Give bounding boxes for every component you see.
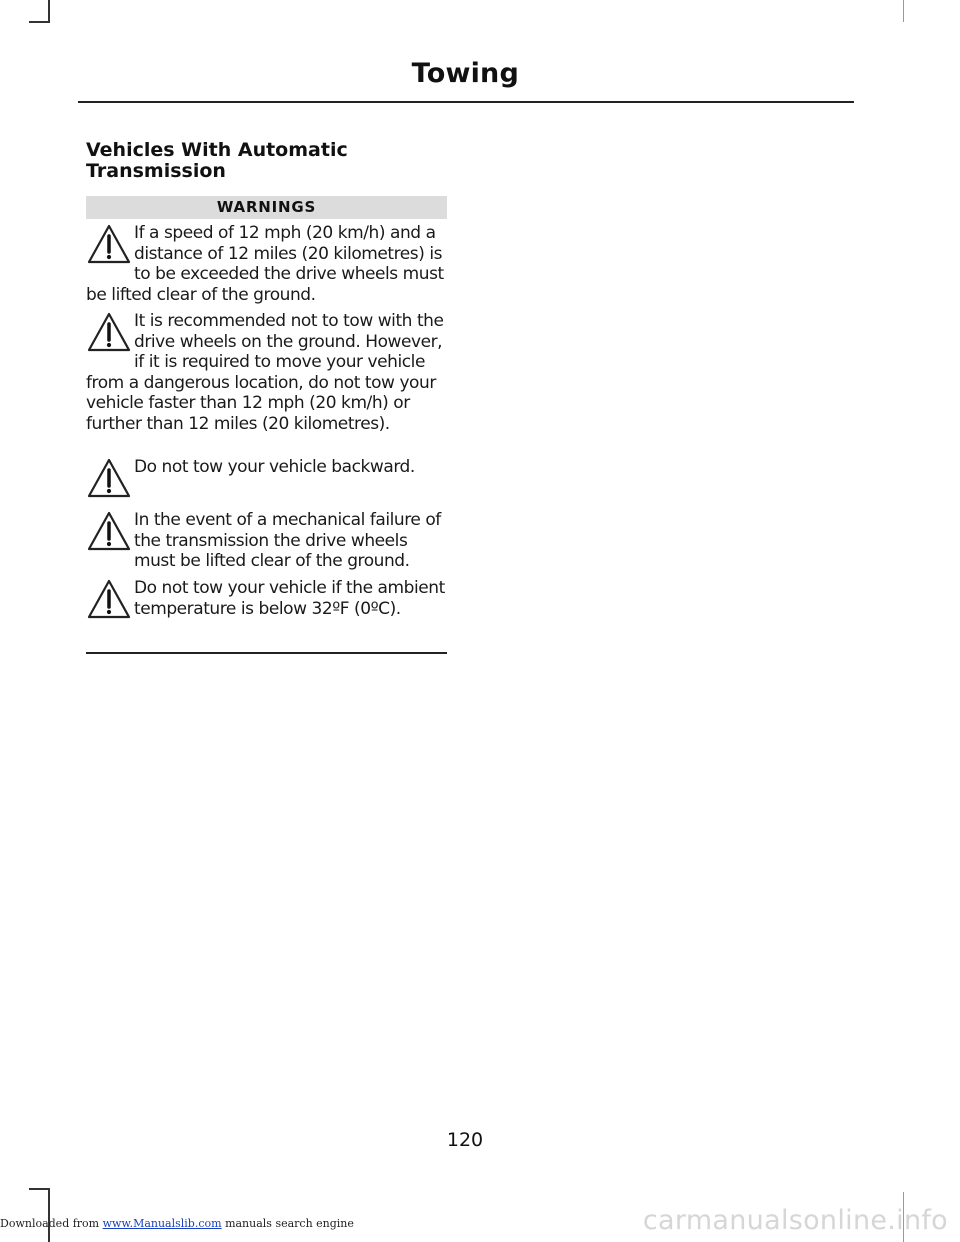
section-title: Vehicles With Automatic Transmission (86, 139, 348, 182)
warning-item (86, 311, 450, 435)
warnings-end-divider (86, 652, 447, 654)
crop-mark (29, 21, 50, 23)
warning-text: In the event of a mechanical failure of the transmission the drive wheels must be lifted clear of the ground. (134, 510, 441, 572)
warning-triangle-icon (86, 311, 132, 353)
crop-mark (48, 1188, 50, 1242)
chapter-title: Towing (411, 58, 519, 89)
warning-text: Do not tow your vehicle if the ambient temperature is below 32ºF (0ºC). (134, 578, 445, 619)
crop-mark (48, 0, 50, 23)
warning-item (86, 578, 450, 620)
warning-triangle-icon (86, 223, 132, 265)
warning-text: If a speed of 12 mph (20 km/h) and a distance of 12 miles (20 kilometres) is to be exceeded the drive wheels must be lifted clear of the ground. (86, 223, 444, 305)
footer-link[interactable]: www.Manualslib.com (102, 1217, 222, 1230)
footer-suffix: manuals search engine (225, 1217, 354, 1230)
warning-item (86, 457, 450, 499)
page-number: 120 (446, 1129, 484, 1151)
warning-item (86, 223, 450, 305)
crop-mark (903, 0, 904, 22)
warning-text: It is recommended not to tow with the drive wheels on the ground. However, if it is required to move your vehicle from a dangerous location, do not tow your vehicle faster than 12 mph (20 km/h) or further than 12 miles (20 kilometres). (86, 311, 444, 434)
warning-triangle-icon (86, 457, 132, 499)
download-footer (0, 1217, 354, 1230)
watermark: carmanualsonline.info (642, 1205, 948, 1236)
warning-triangle-icon (86, 510, 132, 552)
warning-text: Do not tow your vehicle backward. (134, 457, 415, 477)
warnings-heading: WARNINGS (86, 196, 447, 219)
warning-triangle-icon (86, 578, 132, 620)
warning-item (86, 510, 450, 572)
crop-mark (29, 1188, 50, 1190)
footer-prefix: Downloaded from (0, 1217, 100, 1230)
header-divider (78, 101, 854, 103)
